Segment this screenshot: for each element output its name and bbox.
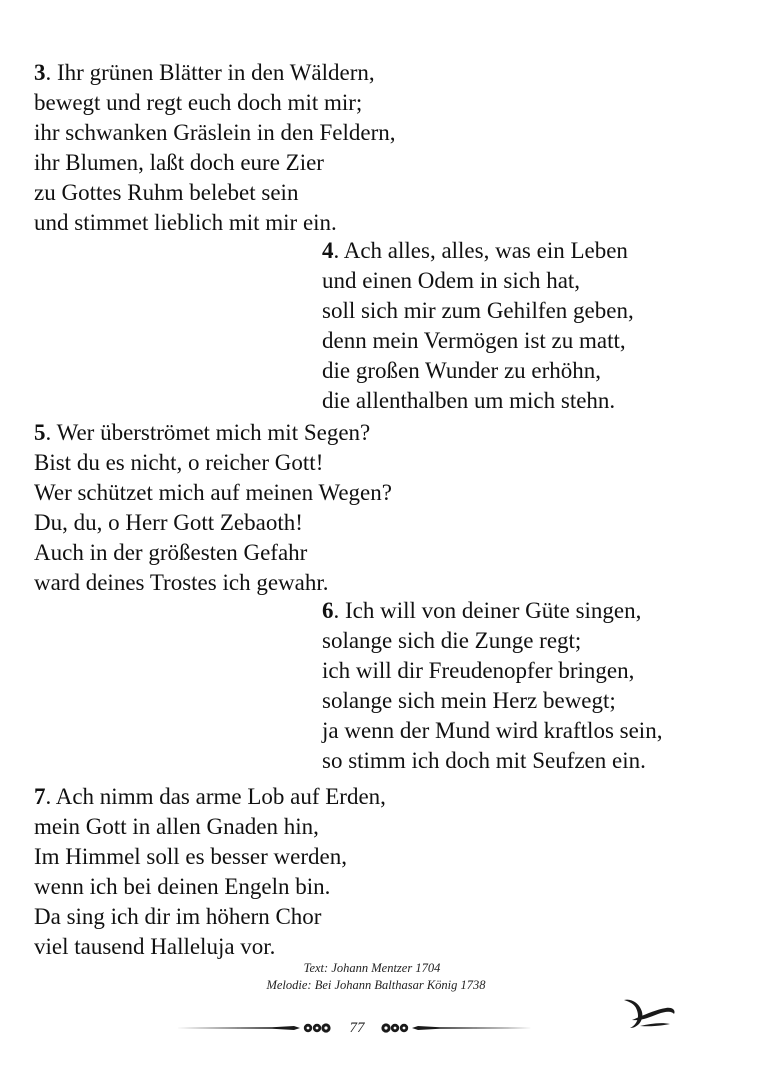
stanza-line: soll sich mir zum Gehilfen geben, bbox=[322, 298, 634, 323]
stanza-line: solange sich die Zunge regt; bbox=[322, 628, 582, 653]
stanza-line: bewegt und regt euch doch mit mir; bbox=[34, 90, 363, 115]
stanza-line: Da sing ich dir im höhern Chor bbox=[34, 904, 322, 929]
song-credits bbox=[0, 960, 766, 994]
stanza-number: 7 bbox=[34, 784, 46, 809]
stanza-line: und einen Odem in sich hat, bbox=[322, 268, 581, 293]
stanza-line: denn mein Vermögen ist zu matt, bbox=[322, 328, 626, 353]
stanza-line: ich will dir Freudenopfer bringen, bbox=[322, 658, 635, 683]
stanza-line: ward deines Trostes ich gewahr. bbox=[34, 570, 329, 595]
stanza-line: zu Gottes Ruhm belebet sein bbox=[34, 180, 299, 205]
stanza-line: ihr schwanken Gräslein in den Feldern, bbox=[34, 120, 396, 145]
stanza-number: 3 bbox=[34, 60, 46, 85]
stanza-line: 7. Ach nimm das arme Lob auf Erden, bbox=[34, 784, 386, 809]
stanza-line: wenn ich bei deinen Engeln bin. bbox=[34, 874, 331, 899]
page-number: 77 bbox=[349, 1020, 365, 1036]
stanza-line: Auch in der größesten Gefahr bbox=[34, 540, 308, 565]
stanza-line: die großen Wunder zu erhöhn, bbox=[322, 358, 602, 383]
stanza-6 bbox=[322, 596, 662, 776]
stanza-line: 5. Wer überströmet mich mit Segen? bbox=[34, 420, 371, 445]
text-author-credit: Text: Johann Mentzer 1704 bbox=[303, 961, 441, 975]
stanza-line: ja wenn der Mund wird kraftlos sein, bbox=[322, 718, 663, 743]
stanza-line: ihr Blumen, laßt doch eure Zier bbox=[34, 150, 324, 175]
flourish-icon bbox=[618, 994, 678, 1034]
stanza-number: 4 bbox=[322, 238, 334, 263]
page-footer bbox=[176, 1016, 536, 1042]
stanza-line: mein Gott in allen Gnaden hin, bbox=[34, 814, 319, 839]
stanza-line: die allenthalben um mich stehn. bbox=[322, 388, 616, 413]
stanza-line: Du, du, o Herr Gott Zebaoth! bbox=[34, 510, 303, 535]
stanza-number: 6 bbox=[322, 598, 334, 623]
stanza-3 bbox=[34, 58, 396, 238]
stanza-line: viel tausend Halleluja vor. bbox=[34, 934, 276, 959]
stanza-7 bbox=[34, 782, 386, 962]
melody-credit: Melodie: Bei Johann Balthasar König 1738 bbox=[266, 978, 486, 992]
stanza-line: und stimmet lieblich mit mir ein. bbox=[34, 210, 337, 235]
stanza-line: 6. Ich will von deiner Güte singen, bbox=[322, 598, 642, 623]
stanza-line: Bist du es nicht, o reicher Gott! bbox=[34, 450, 324, 475]
stanza-line: 3. Ihr grünen Blätter in den Wäldern, bbox=[34, 60, 375, 85]
stanza-line: Wer schützet mich auf meinen Wegen? bbox=[34, 480, 392, 505]
stanza-4 bbox=[322, 236, 634, 416]
stanza-number: 5 bbox=[34, 420, 46, 445]
stanza-5 bbox=[34, 418, 392, 598]
stanza-line: 4. Ach alles, alles, was ein Leben bbox=[322, 238, 628, 263]
stanza-line: so stimm ich doch mit Seufzen ein. bbox=[322, 748, 646, 773]
stanza-line: Im Himmel soll es besser werden, bbox=[34, 844, 347, 869]
stanza-line: solange sich mein Herz bewegt; bbox=[322, 688, 616, 713]
